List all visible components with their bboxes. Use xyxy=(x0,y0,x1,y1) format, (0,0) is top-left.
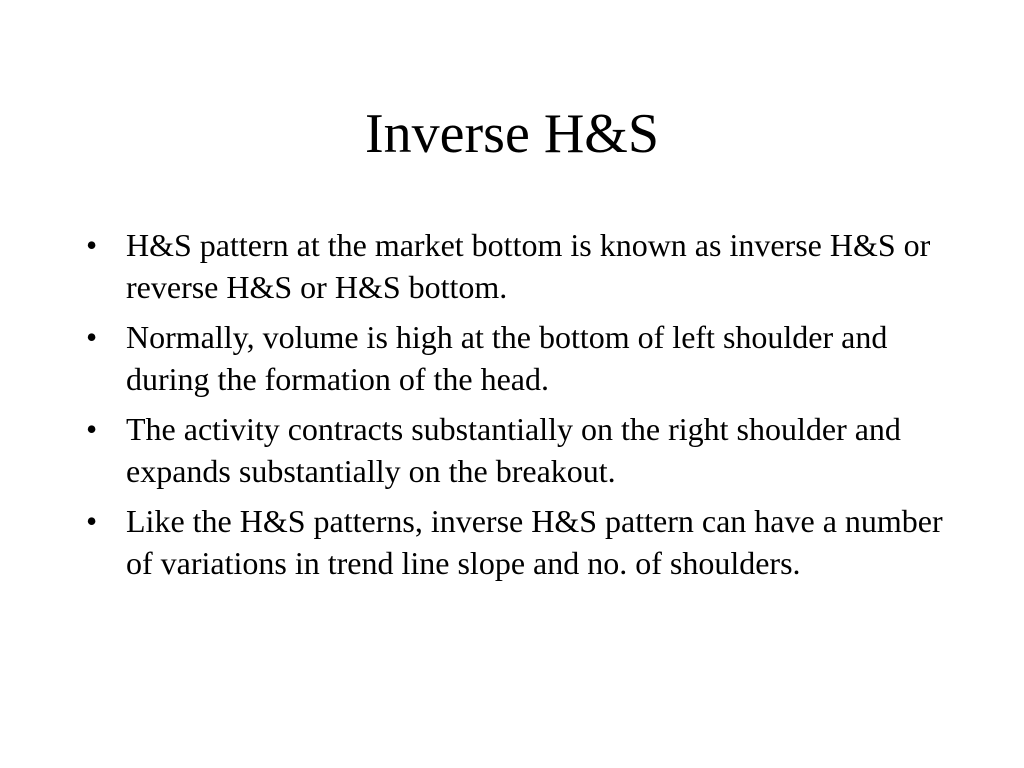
bullet-text-2: Normally, volume is high at the bottom of left shoulder and during the formation of the head. xyxy=(126,319,888,397)
bullet-icon: • xyxy=(86,411,98,447)
bullet-text-4: Like the H&S patterns, inverse H&S pattern can have a number of variations in trend line slope and no. of shoulders. xyxy=(126,503,943,581)
slide-title: Inverse H&S xyxy=(365,103,659,165)
bullet-item-3 xyxy=(86,408,966,492)
bullet-item-2 xyxy=(86,316,966,400)
bullet-list xyxy=(86,224,966,592)
bullet-icon: • xyxy=(86,503,98,539)
bullet-icon: • xyxy=(86,319,98,355)
bullet-item-1 xyxy=(86,224,966,308)
bullet-item-4 xyxy=(86,500,966,584)
bullet-icon: • xyxy=(86,227,98,263)
bullet-text-1: H&S pattern at the market bottom is known as inverse H&S or reverse H&S or H&S bottom. xyxy=(126,227,931,305)
bullet-text-3: The activity contracts substantially on the right shoulder and expands substantially on the breakout. xyxy=(126,411,901,489)
